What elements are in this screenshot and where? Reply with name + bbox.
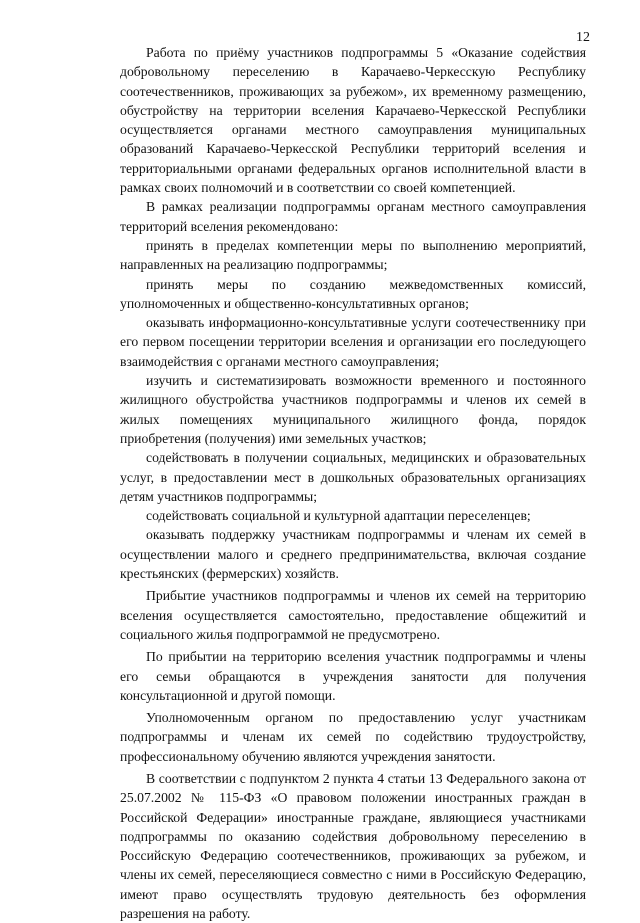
list-item-housing: изучить и систематизировать возможности временного и постоянного жилищного обустройства участников подпрограммы и членов их семей в жилых помещениях муниципального жилищного фонда, порядок приобретения (получения) ими земельных участков; bbox=[120, 373, 586, 446]
body-text bbox=[120, 43, 586, 923]
paragraph-federal-law: В соответствии с подпунктом 2 пункта 4 статьи 13 Федерального закона от 25.07.2002 № 115-ФЗ «О правовом положении иностранных граждан в Российской Федерации» иностранные граждане, являющиеся участниками подпрограммы по оказанию содействия добровольному переселению в Российскую Федерацию соотечественников, проживающих за рубежом, и члены их семей, переселяющиеся совместно с ними в Российскую Федерацию, имеют право осуществлять трудовую деятельность без оформления разрешения на работу. bbox=[120, 770, 586, 922]
paragraph-authorized-body: Уполномоченным органом по предоставлению услуг участникам подпрограммы и членам их семей по содействию трудоустройству, профессиональному обучению являются учреждения занятости. bbox=[120, 710, 586, 764]
paragraph-recommendations-intro: В рамках реализации подпрограммы органам местного самоуправления территорий вселения рекомендовано: bbox=[120, 199, 586, 234]
list-item-measures: принять в пределах компетенции меры по выполнению мероприятий, направленных на реализацию подпрограммы; bbox=[120, 237, 586, 273]
list-item-social-services: содействовать в получении социальных, медицинских и образовательных услуг, в предоставлении мест в дошкольных образовательных организациях детям участников подпрограммы; bbox=[120, 450, 586, 504]
list-item-business-support: оказывать поддержку участникам подпрограммы и членам их семей в осуществлении малого и среднего предпринимательства, включая создание крестьянских (фермерских) хозяйств. bbox=[120, 527, 586, 582]
page-number: 12 bbox=[576, 30, 590, 45]
list-item-commissions: принять меры по созданию межведомственных комиссий, уполномоченных и общественно-консультативных органов; bbox=[120, 276, 586, 311]
paragraph-employment-offices: По прибытии на территорию вселения участник подпрограммы и члены его семьи обращаются в учреждения занятости для получения консультационной и другой помощи. bbox=[120, 649, 586, 703]
paragraph-program-reception: Работа по приёму участников подпрограммы 5 «Оказание содействия добровольному переселению в Карачаево-Черкесскую Республику соотечественников, проживающих за рубежом», их временному размещению, обустройству на территории вселения Карачаево-Черкесской Республики осуществляется органами местного самоуправления муниципальных образований Карачаево-Черкесской Республики территорий вселения и территориальными органами федеральных органов исполнительной власти в рамках своих полномочий и в соответствии со своей компетенцией. bbox=[120, 45, 586, 196]
list-item-consulting: оказывать информационно-консультативные услуги соотечественнику при его первом посещении территории вселения и организации его последующего взаимодействия с органами местного самоуправления; bbox=[120, 315, 586, 369]
list-item-adaptation: содействовать социальной и культурной адаптации переселенцев; bbox=[146, 508, 531, 524]
paragraph-arrival: Прибытие участников подпрограммы и членов их семей на территорию вселения осуществляется самостоятельно, предоставление общежитий и социального жилья подпрограммой не предусмотрено. bbox=[120, 588, 586, 642]
